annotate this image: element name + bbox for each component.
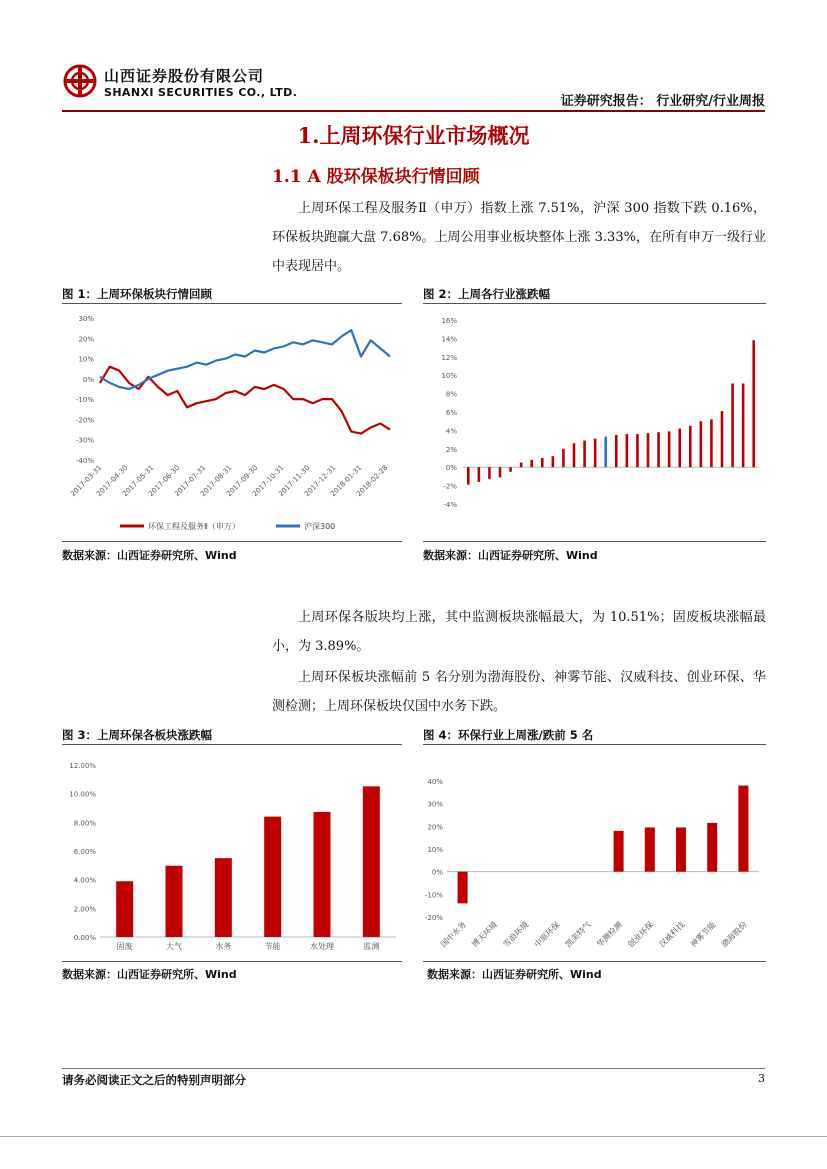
x-tick-label: 创业环保 [626, 920, 656, 950]
y-tick-label: 2% [445, 445, 457, 454]
y-tick-label: 20% [427, 823, 443, 832]
y-tick-label: 0% [82, 375, 94, 384]
industry-bar [552, 456, 555, 467]
industry-bar [583, 441, 586, 468]
segment-bar [363, 786, 380, 937]
legend-label: 沪深300 [304, 522, 336, 531]
fig4-title: 图 4：环保行业上周涨/跌前 5 名 [423, 728, 594, 742]
report-type: 证券研究报告： 行业研究/行业周报 [560, 94, 765, 109]
company-name-cn: 山西证券股份有限公司 [104, 67, 265, 85]
x-tick-label: 渤海股份 [719, 920, 749, 950]
y-tick-label: 20% [78, 335, 94, 344]
x-tick-label: 2017-11-30 [276, 463, 312, 499]
industry-bar [488, 467, 491, 479]
segment-bar [166, 866, 183, 937]
x-tick-label: 2017-10-31 [250, 463, 286, 499]
y-tick-label: 14% [441, 335, 457, 344]
page-bottom-line [0, 1136, 827, 1137]
industry-bar [520, 463, 523, 468]
fig1-source: 数据来源：山西证券研究所、Wind [62, 549, 237, 562]
industry-bar [530, 460, 533, 467]
y-tick-label: -10% [75, 396, 94, 405]
y-tick-label: 4% [445, 427, 457, 436]
section-title: 1.上周环保行业市场概况 [297, 123, 530, 148]
industry-bar [499, 467, 502, 477]
x-tick-label: 神雾节能 [688, 920, 718, 950]
fig2-bar-chart [423, 304, 766, 541]
fig1-frame [62, 303, 402, 542]
x-tick-label: 监测 [363, 942, 380, 951]
footer-divider [62, 1068, 765, 1069]
x-tick-label: 水务 [215, 942, 232, 951]
x-tick-label: 2017-05-31 [120, 463, 156, 499]
series-line [100, 367, 390, 434]
y-tick-label: 16% [441, 317, 457, 325]
x-tick-label: 固废 [116, 942, 133, 951]
industry-bar [636, 434, 639, 467]
y-tick-label: -4% [443, 501, 457, 509]
x-tick-label: 2017-08-31 [198, 463, 234, 499]
segment-bar [264, 817, 281, 937]
fig1-title: 图 1：上周环保板块行情回顾 [62, 287, 213, 301]
stock-bar [676, 827, 686, 871]
footer-disclaimer: 请务必阅读正文之后的特别声明部分 [62, 1073, 246, 1087]
x-tick-label: 博天环境 [470, 920, 500, 950]
segment-bar [116, 881, 133, 937]
fig4-source: 数据来源：山西证券研究所、Wind [427, 968, 602, 981]
page-number: 3 [758, 1072, 765, 1085]
paragraph-2: 上周环保各版块均上涨，其中监测板块涨幅最大，为 10.51%；固废板块涨幅最小，为 3.89%。 [272, 610, 766, 654]
fig2-title: 图 2：上周各行业涨跌幅 [423, 287, 551, 301]
industry-bar [573, 443, 576, 467]
y-tick-label: 12.00% [69, 762, 96, 770]
stock-bar [738, 786, 748, 872]
industry-bar [615, 435, 618, 467]
y-tick-label: 6.00% [73, 848, 96, 856]
stock-bar [458, 872, 468, 904]
x-tick-label: 汉威科技 [657, 920, 687, 950]
y-tick-label: 10.00% [69, 790, 96, 799]
x-tick-label: 2017-09-30 [224, 463, 260, 499]
industry-bar [678, 429, 681, 468]
industry-bar [604, 437, 607, 468]
y-tick-label: 8% [445, 390, 457, 399]
legend-label: 环保工程及服务Ⅱ（申万） [148, 522, 240, 531]
x-tick-label: 凯美特气 [563, 920, 593, 950]
y-tick-label: 4.00% [73, 876, 96, 885]
industry-bar [509, 467, 512, 472]
y-tick-label: 10% [78, 355, 94, 364]
stock-bar [614, 831, 624, 872]
series-line [100, 330, 390, 389]
stock-bar [645, 827, 655, 871]
x-tick-label: 华测检测 [595, 920, 625, 950]
x-tick-label: 2017-04-30 [94, 463, 130, 499]
industry-bar [721, 411, 724, 467]
fig3-title: 图 3：上周环保各板块涨跌幅 [62, 728, 213, 742]
y-tick-label: 40% [427, 778, 443, 786]
industry-bar [742, 383, 745, 467]
company-name-en: SHANXI SECURITIES CO., LTD. [104, 86, 298, 99]
industry-bar [752, 340, 755, 467]
segment-bar [215, 858, 232, 937]
y-tick-label: -40% [75, 457, 94, 465]
fig4-frame [423, 744, 766, 962]
y-tick-label: -20% [424, 914, 443, 922]
y-tick-label: -2% [443, 482, 457, 491]
y-tick-label: 2.00% [73, 905, 96, 914]
industry-bar [700, 421, 703, 467]
x-tick-label: 2017-06-30 [146, 463, 182, 499]
y-tick-label: 6% [445, 409, 457, 417]
paragraph-1: 上周环保工程及服务Ⅱ（申万）指数上涨 7.51%，沪深 300 指数下跌 0.16%，环保板块跑赢大盘 7.68%。上周公用事业板块整体上涨 3.33%，在所有申万一级行业中表现居中。 [272, 201, 766, 274]
industry-bar [626, 434, 629, 467]
fig2-frame [423, 303, 766, 542]
industry-bar [668, 431, 671, 467]
x-tick-label: 2018-01-31 [328, 463, 364, 499]
fig3-frame [62, 744, 402, 962]
industry-bar [647, 433, 650, 467]
x-tick-label: 节能 [264, 942, 281, 951]
subsection-title: 1.1 A 股环保板块行情回顾 [272, 167, 480, 187]
x-tick-label: 中原环保 [532, 920, 562, 950]
industry-bar [731, 383, 734, 467]
header-divider [62, 110, 765, 112]
x-tick-label: 雪浪环境 [501, 920, 531, 950]
x-tick-label: 2017-03-31 [68, 463, 104, 499]
industry-bar [541, 458, 544, 467]
industry-bar [689, 426, 692, 467]
y-tick-label: 12% [441, 353, 457, 362]
y-tick-label: -30% [75, 436, 94, 445]
industry-bar [467, 467, 470, 484]
x-tick-label: 大气 [166, 942, 182, 951]
fig1-line-chart [62, 304, 402, 541]
x-tick-label: 2017-12-31 [302, 463, 338, 499]
y-tick-label: 0.00% [73, 934, 96, 942]
y-tick-label: 0% [431, 868, 443, 877]
industry-bar [562, 449, 565, 467]
y-tick-label: 0% [445, 464, 457, 473]
fig2-source: 数据来源：山西证券研究所、Wind [423, 549, 598, 562]
fig3-bar-chart [62, 745, 402, 961]
industry-bar [478, 467, 481, 482]
y-tick-label: -10% [424, 891, 443, 900]
fig4-bar-chart [423, 745, 766, 961]
x-tick-label: 2018-02-28 [354, 463, 390, 499]
stock-bar [707, 823, 717, 872]
industry-bar [657, 432, 660, 467]
paragraph-3: 上周环保板块涨幅前 5 名分别为渤海股份、神雾节能、汉威科技、创业环保、华测检测；上周环保板块仅国中水务下跌。 [272, 670, 766, 714]
fig3-source: 数据来源：山西证券研究所、Wind [62, 968, 237, 981]
industry-bar [710, 419, 713, 467]
x-tick-label: 国中水务 [439, 920, 469, 950]
segment-bar [314, 812, 331, 937]
y-tick-label: 10% [427, 846, 443, 854]
y-tick-label: -20% [75, 416, 94, 425]
industry-bar [594, 439, 597, 468]
y-tick-label: 10% [441, 372, 457, 381]
x-tick-label: 2017-07-31 [172, 463, 208, 499]
y-tick-label: 8.00% [73, 819, 96, 828]
y-tick-label: 30% [78, 315, 94, 323]
x-tick-label: 水处理 [310, 942, 334, 951]
company-logo-icon [63, 64, 97, 98]
y-tick-label: 30% [427, 800, 443, 809]
